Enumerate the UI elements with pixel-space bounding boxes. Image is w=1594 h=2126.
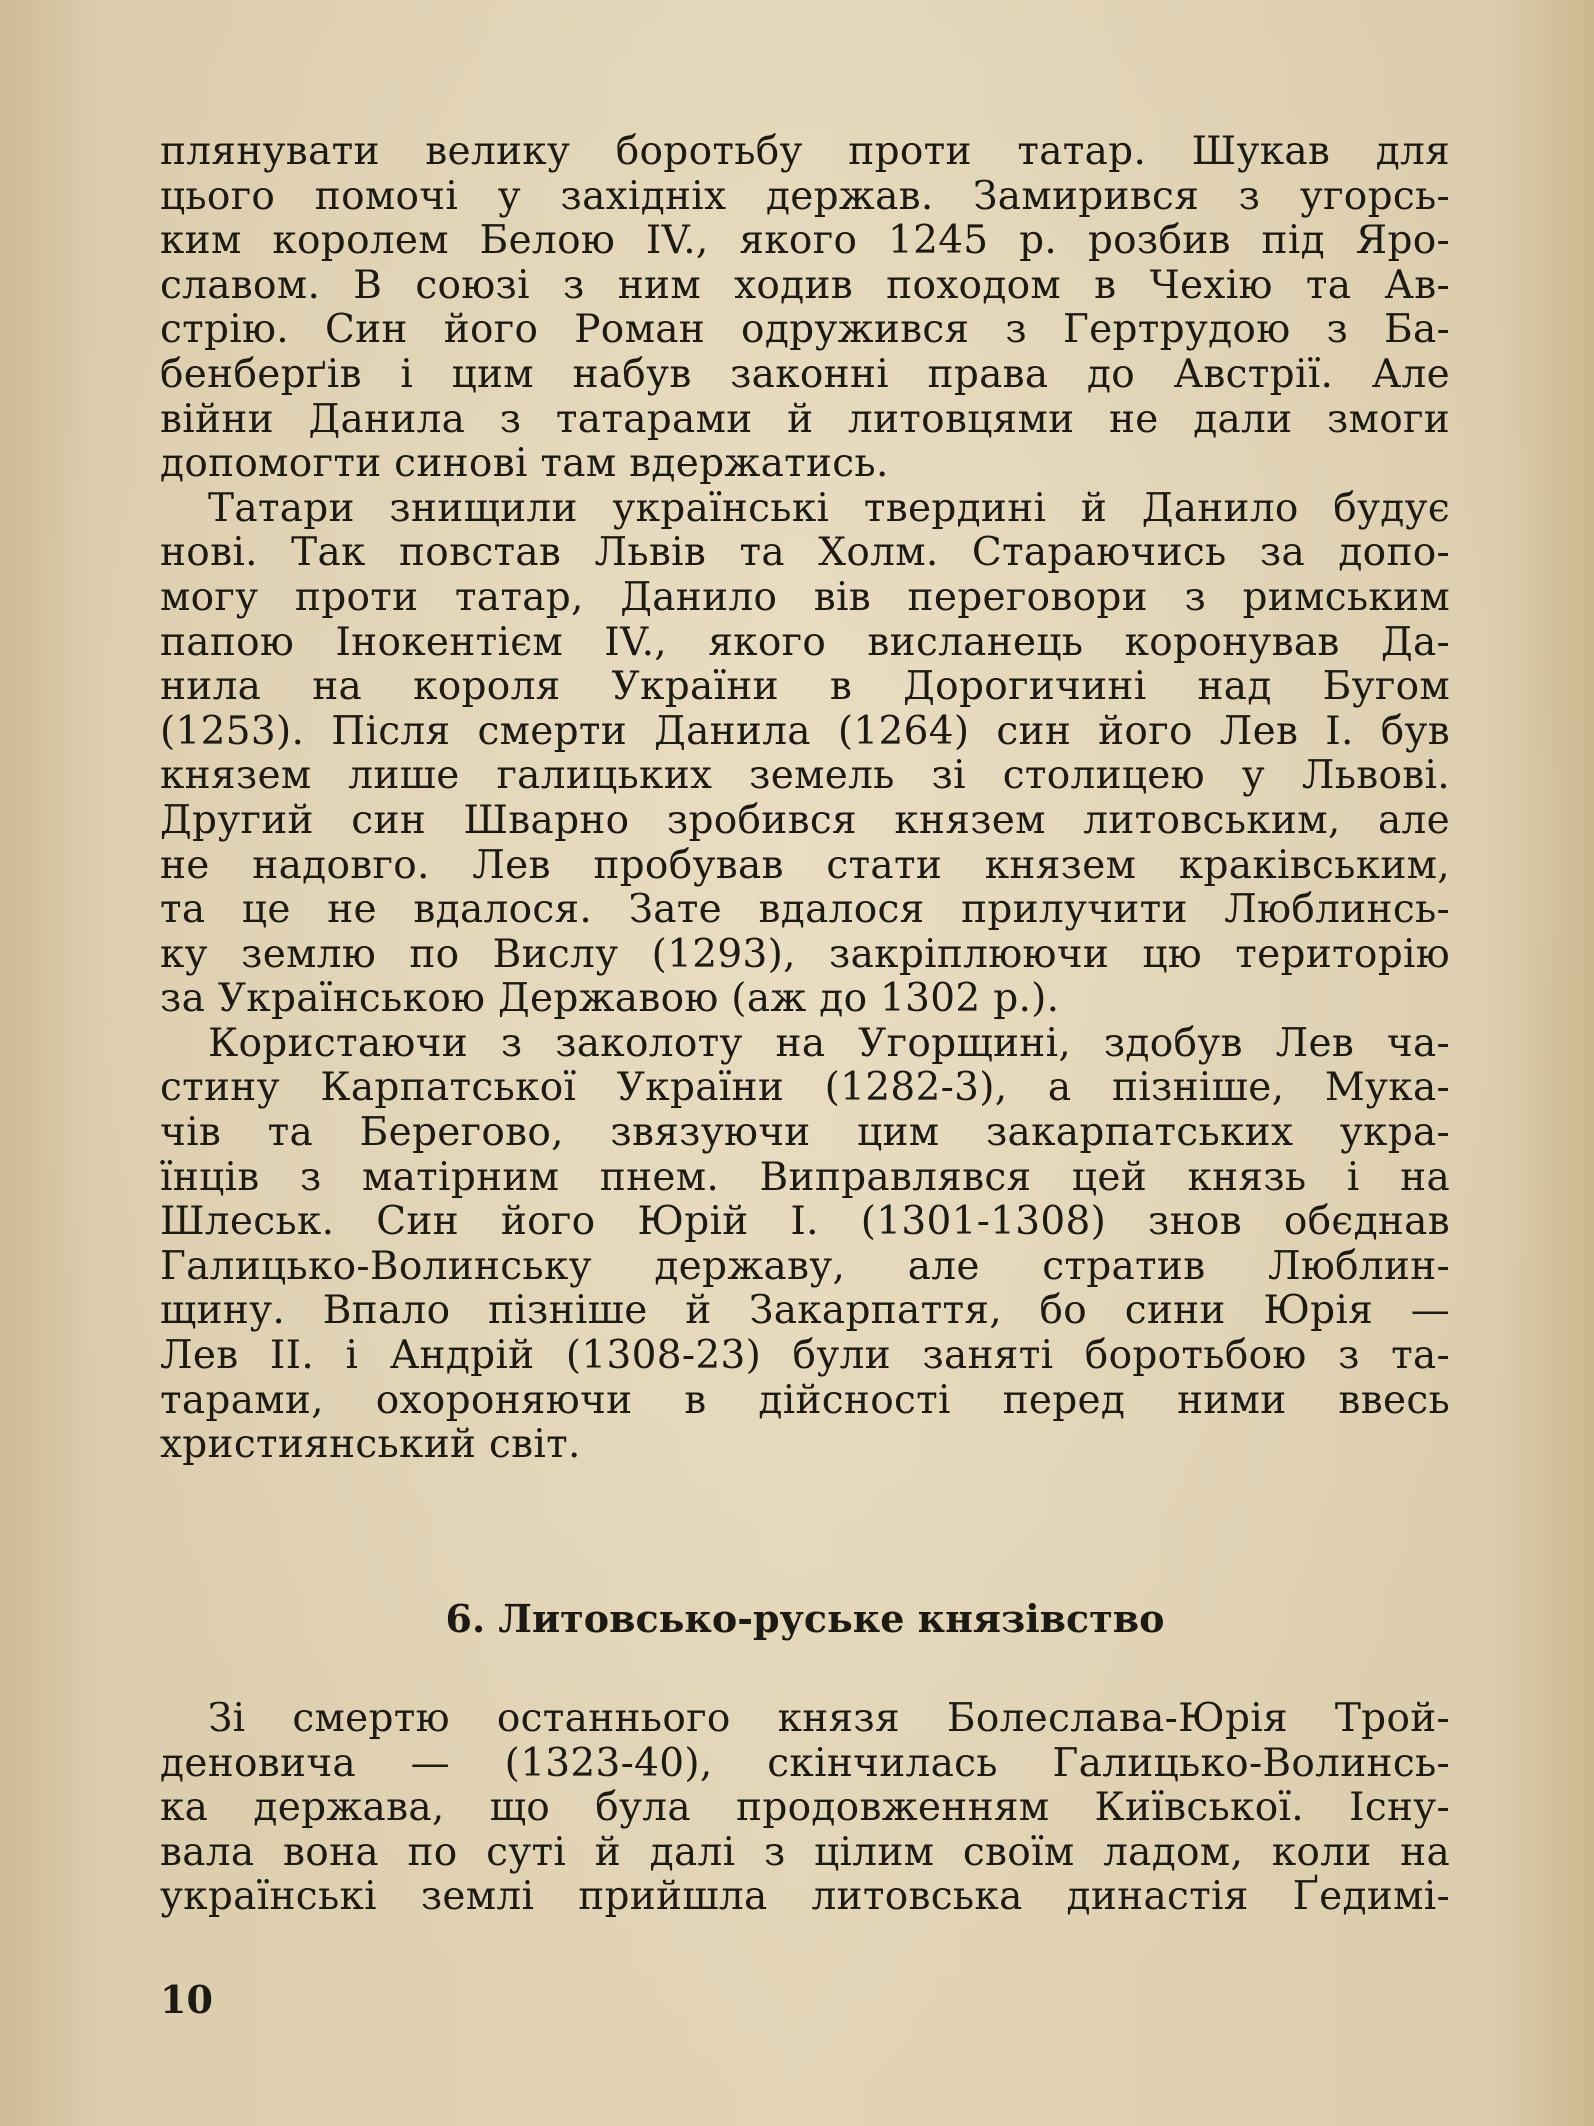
text-line: християнський світ. bbox=[160, 1422, 581, 1468]
paragraph-3 bbox=[160, 1022, 1450, 1468]
text-line: нила на короля України в Дорогичині над Бугом bbox=[160, 664, 1450, 710]
text-line: нові. Так повстав Львів та Холм. Стараючись за допо- bbox=[160, 530, 1450, 576]
text-line: вала вона по суті й далі з цілим своїм ладом, коли на bbox=[160, 1829, 1450, 1875]
text-line: деновича — (1323-40), скінчилась Галицько-Волинсь- bbox=[160, 1740, 1450, 1786]
page-number: 10 bbox=[160, 1977, 213, 2022]
text-line: не надовго. Лев пробував стати князем краківським, bbox=[160, 842, 1450, 888]
paragraph-1 bbox=[160, 130, 1450, 487]
body-text bbox=[160, 130, 1450, 1468]
section-heading: 6. Литовсько-руське князівство bbox=[445, 1596, 1165, 1641]
text-line: Шлеськ. Син його Юрій І. (1301-1308) знов обєднав bbox=[160, 1199, 1450, 1245]
text-line: славом. В союзі з ним ходив походом в Чехію та Ав- bbox=[160, 262, 1450, 308]
text-line: князем лише галицьких земель зі столицею у Львові. bbox=[160, 753, 1450, 799]
text-line: бенберґів і цим набув законні права до Австрії. Але bbox=[160, 351, 1450, 397]
text-line: за Українською Державою (аж до 1302 р.). bbox=[160, 976, 1060, 1022]
text-line: стрію. Син його Роман одружився з Гертрудою з Ба- bbox=[160, 307, 1450, 353]
text-line: Лев II. і Андрій (1308-23) були заняті боротьбою з та- bbox=[160, 1333, 1450, 1379]
paragraph-2 bbox=[160, 487, 1450, 1022]
text-line: папою Інокентієм IV., якого висланець коронував Да- bbox=[160, 619, 1450, 665]
section-paragraph bbox=[160, 1697, 1450, 1920]
text-line: Татари знищили українські твердині й Данило будує bbox=[208, 485, 1450, 531]
text-line: щину. Впало пізніше й Закарпаття, бо сини Юрія — bbox=[160, 1288, 1450, 1334]
text-line: війни Данила з татарами й литовцями не дали змоги bbox=[160, 396, 1450, 442]
text-line: ким королем Белою IV., якого 1245 р. розбив під Яро- bbox=[160, 218, 1450, 264]
text-line: Зі смертю останнього князя Болеслава-Юрія Трой- bbox=[208, 1696, 1450, 1741]
text-line: могу проти татар, Данило вів переговори з римським bbox=[160, 574, 1450, 620]
text-line: Галицько-Волинську державу, але стратив Люблин- bbox=[160, 1243, 1450, 1289]
text-line: чів та Берегово, звязуючи цим закарпатських укра- bbox=[160, 1110, 1450, 1156]
text-line: (1253). Після смерти Данила (1264) син його Лев І. був bbox=[160, 708, 1450, 754]
text-line: тарами, охороняючи в дійсності перед ними ввесь bbox=[160, 1377, 1450, 1423]
text-line: Користаючи з заколоту на Угорщині, здобув Лев ча- bbox=[208, 1020, 1450, 1066]
text-line: українські землі прийшла литовська династія Ґедимі- bbox=[160, 1874, 1450, 1920]
text-line: ку землю по Вислу (1293), закріплюючи цю територію bbox=[160, 931, 1450, 977]
text-line: допомогти синові там вдержатись. bbox=[160, 441, 889, 487]
text-line: та це не вдалося. Зате вдалося прилучити Люблинсь- bbox=[160, 887, 1450, 933]
text-line: Другий син Шварно зробився князем литовським, але bbox=[160, 797, 1450, 843]
text-line: плянувати велику боротьбу проти татар. Шукав для bbox=[160, 129, 1450, 174]
text-line: стину Карпатської України (1282-3), а пізніше, Мука- bbox=[160, 1065, 1450, 1111]
text-line: їнців з матірним пнем. Виправлявся цей князь і на bbox=[160, 1154, 1450, 1200]
text-line: ка держава, що була продовженням Київської. Існу- bbox=[160, 1785, 1450, 1831]
text-line: цього помочі у західніх держав. Замирився з угорсь- bbox=[160, 173, 1450, 219]
